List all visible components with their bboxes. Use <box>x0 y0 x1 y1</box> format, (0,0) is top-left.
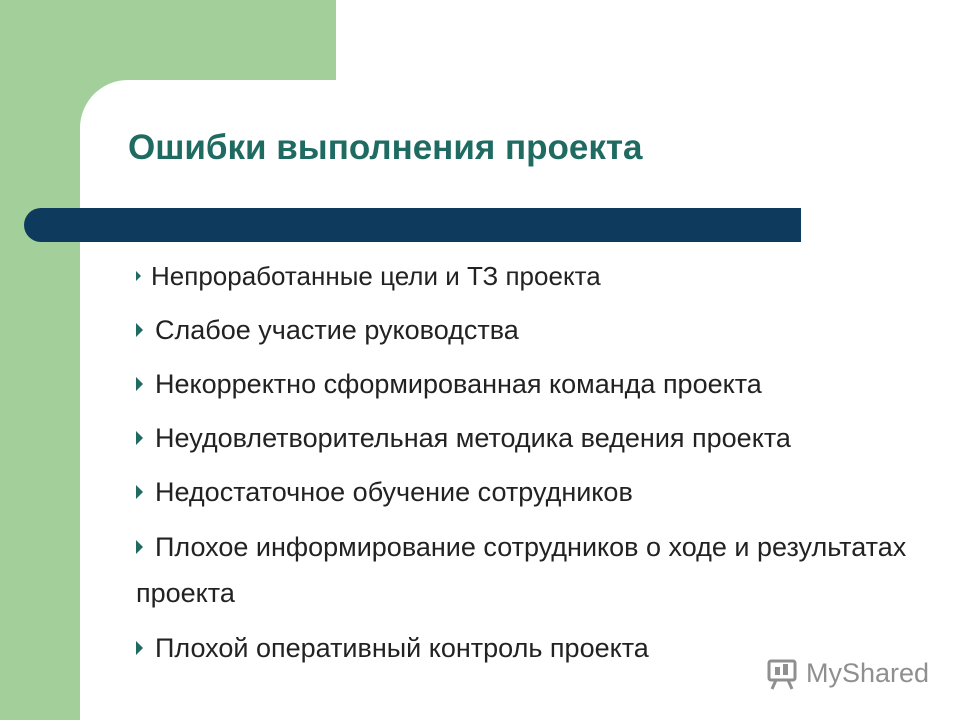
presentation-board-icon <box>766 656 802 692</box>
bullet-text: Недостаточное обучение сотрудников <box>155 477 633 507</box>
bullet-arrow-icon <box>136 377 143 391</box>
bullet-list <box>136 254 936 680</box>
bullet-item <box>136 524 936 616</box>
bullet-text: Неудовлетворительная методика ведения проекта <box>155 423 791 453</box>
bullet-arrow-icon <box>136 540 143 554</box>
bullet-arrow-icon <box>136 271 141 281</box>
bullet-text: Плохой оперативный контроль проекта <box>155 633 649 663</box>
bullet-arrow-icon <box>136 641 143 655</box>
myshared-watermark <box>766 656 930 696</box>
bullet-item <box>136 470 936 514</box>
bullet-text: Непроработанные цели и ТЗ проекта <box>151 261 601 291</box>
bullet-text: Слабое участие руководства <box>155 315 519 345</box>
bullet-item <box>136 308 936 352</box>
bullet-text: Плохое информирование сотрудников о ходе и результатах проекта <box>136 532 907 608</box>
bullet-text: Некорректно сформированная команда проекта <box>155 369 762 399</box>
slide-title: Ошибки выполнения проекта <box>128 128 643 167</box>
bullet-arrow-icon <box>136 485 143 499</box>
bullet-item <box>136 254 936 298</box>
watermark-text: MyShared <box>806 658 930 688</box>
bullet-item <box>136 362 936 406</box>
title-underline-bar <box>24 208 801 242</box>
bullet-item <box>136 416 936 460</box>
bullet-arrow-icon <box>136 431 143 445</box>
bullet-arrow-icon <box>136 323 143 337</box>
